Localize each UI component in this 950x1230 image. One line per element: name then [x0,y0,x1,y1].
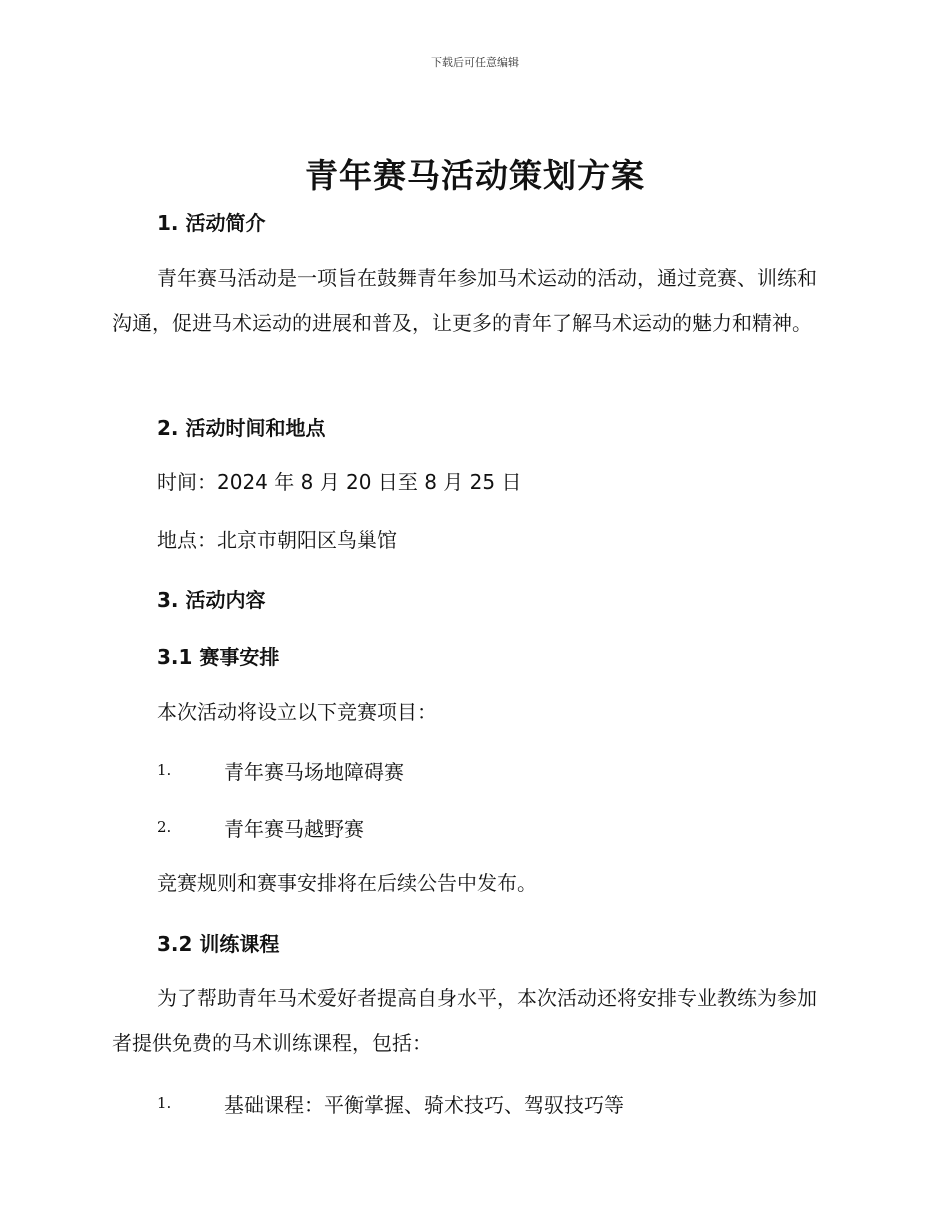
section-1-heading: 1. 活动简介 [157,211,266,235]
list-item-number: 1. [157,761,172,779]
section-2-heading: 2. 活动时间和地点 [157,416,326,440]
list-item: 基础课程：平衡掌握、骑术技巧、驾驭技巧等 [224,1093,624,1117]
section-3-2-heading: 3.2 训练课程 [157,932,280,956]
event-time: 时间：2024 年 8 月 20 日至 8 月 25 日 [157,470,522,494]
list-item-number: 1. [157,1094,172,1112]
competition-intro: 本次活动将设立以下竞赛项目： [157,700,437,724]
list-item-number: 2. [157,818,172,836]
document-title: 青年赛马活动策划方案 [305,156,645,195]
list-item: 青年赛马越野赛 [224,817,364,841]
section-3-2-paragraph: 为了帮助青年马术爱好者提高自身水平，本次活动还将安排专业教练为参加者提供免费的马术训练课程，包括： [112,986,817,1055]
competition-note: 竞赛规则和赛事安排将在后续公告中发布。 [157,871,537,895]
page-header-note: 下载后可任意编辑 [431,56,519,69]
section-1-paragraph: 青年赛马活动是一项旨在鼓舞青年参加马术运动的活动，通过竞赛、训练和沟通，促进马术运动的进展和普及，让更多的青年了解马术运动的魅力和精神。 [112,266,817,335]
event-place: 地点：北京市朝阳区鸟巢馆 [157,528,397,552]
list-item: 青年赛马场地障碍赛 [224,760,404,784]
section-3-heading: 3. 活动内容 [157,588,266,612]
section-3-1-heading: 3.1 赛事安排 [157,645,280,669]
